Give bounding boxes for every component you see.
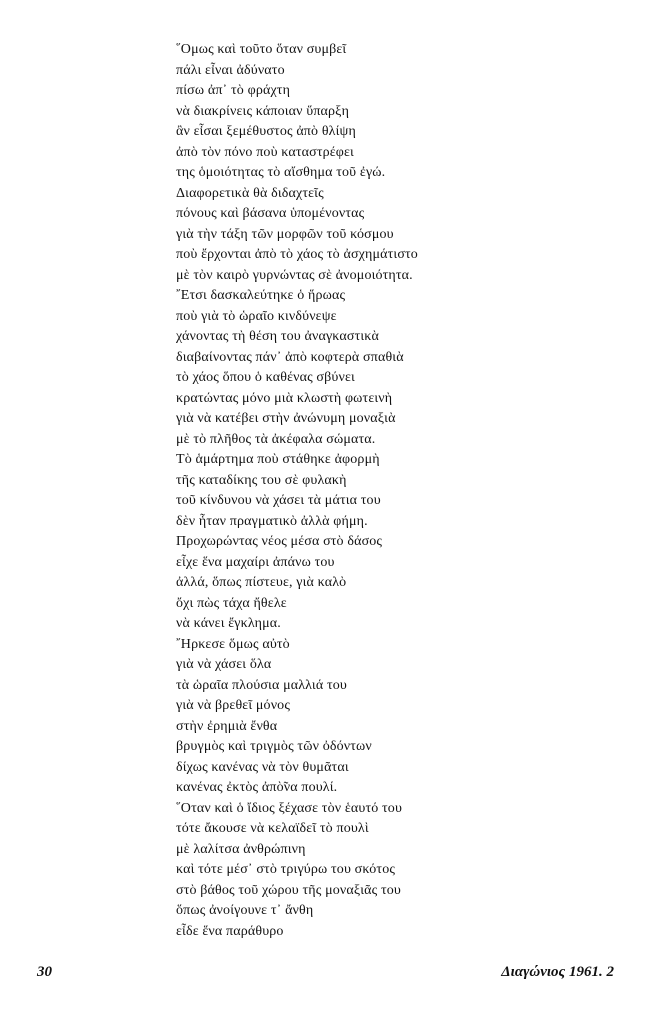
poem-line: στὸ βάθος τοῦ χώρου τῆς μοναξιᾶς του bbox=[176, 882, 401, 898]
poem-line: γιὰ νὰ βρεθεῖ μόνος bbox=[176, 698, 291, 713]
poem-line: Προχωρώντας νέος μέσα στὸ δάσος bbox=[176, 534, 383, 549]
poem-line: εἶχε ἕνα μαχαίρι ἀπάνω του bbox=[176, 554, 335, 570]
poem-line: ῞Οταν καὶ ὁ ἴδιος ξέχασε τὸν ἑαυτό του bbox=[176, 800, 403, 816]
poem-line: χάνοντας τὴ θέση του ἀναγκαστικὰ bbox=[176, 329, 379, 344]
poem-line: τότε ἄκουσε νὰ κελαϊδεῖ τὸ πουλὶ bbox=[176, 821, 369, 836]
poem-line: κανένας ἐκτὸς ἀπὸ̃να πουλί. bbox=[176, 780, 338, 795]
poem-line: γιὰ νὰ κατέβει στὴν ἀνώνυμη μοναξιὰ bbox=[176, 411, 396, 426]
poem-line: καὶ τότε μέσ᾿ στὸ τριγύρω του σκότος bbox=[176, 862, 396, 877]
poem-line: ἀπὸ τὸν πόνο ποὺ καταστρέφει bbox=[176, 144, 354, 160]
poem-line: νὰ κάνει ἔγκλημα. bbox=[176, 616, 281, 631]
poem-line: πίσω ἀπ᾿ τὸ φράχτη bbox=[176, 83, 291, 98]
poem-line: ὅπως ἀνοίγουνε τ᾿ ἄνθη bbox=[176, 903, 314, 918]
poem-line: πάλι εἶναι ἀδύνατο bbox=[176, 62, 285, 78]
poem-line: μὲ τὸν καιρὸ γυρνώντας σὲ ἀνομοιότητα. bbox=[176, 267, 413, 283]
poem-line: ποὺ ἔρχονται ἀπὸ τὸ χάος τὸ ἀσχημάτιστο bbox=[176, 247, 418, 262]
page-number: 30 bbox=[37, 964, 52, 980]
poem-line: ἂν εἶσαι ξεμέθυστος ἀπὸ θλίψη bbox=[176, 124, 356, 139]
poem-line: μὲ λαλίτσα ἀνθρώπινη bbox=[176, 841, 306, 857]
poem-line: νὰ διακρίνεις κάποιαν ὕπαρξη bbox=[176, 103, 350, 119]
poem-text-block bbox=[176, 40, 506, 940]
page-footer bbox=[0, 960, 652, 986]
poem-line: τὰ ὡραῖα πλούσια μαλλιά του bbox=[176, 677, 347, 693]
poem-line: γιὰ νὰ χάσει ὅλα bbox=[176, 657, 272, 672]
poem-line: μὲ τὸ πλῆθος τὰ ἀκέφαλα σώματα. bbox=[176, 431, 376, 447]
poem-line: της ὁμοιότητας τὸ αἴσθημα τοῦ ἐγώ. bbox=[176, 165, 386, 180]
poem-line: πόνους καὶ βάσανα ὑπομένοντας bbox=[176, 206, 365, 221]
poem-line: Διαφορετικὰ θὰ διδαχτεῖς bbox=[176, 185, 324, 201]
poem-line: δὲν ἦταν πραγματικὸ ἀλλὰ φήμη. bbox=[176, 513, 368, 529]
poem-line: κρατώντας μόνο μιὰ κλωστὴ φωτεινὴ bbox=[176, 390, 393, 406]
poem-line: τοῦ κίνδυνου νὰ χάσει τὰ μάτια του bbox=[176, 493, 381, 508]
poem-line: γιὰ τὴν τάξη τῶν μορφῶν τοῦ κόσμου bbox=[176, 226, 394, 242]
poem-line: βρυγμὸς καὶ τριγμὸς τῶν ὀδόντων bbox=[176, 739, 372, 754]
poem-line: ὄχι πὼς τάχα ἤθελε bbox=[176, 595, 287, 611]
poem-line: στὴν ἐρημιὰ ἔνθα bbox=[176, 718, 278, 734]
poem-line: εἶδε ἕνα παράθυρο bbox=[176, 923, 284, 939]
poem-line: ποὺ γιὰ τὸ ὡραῖο κινδύνεψε bbox=[176, 308, 337, 324]
poem-line: διαβαίνοντας πάν᾿ ἀπὸ κοφτερὰ σπαθιὰ bbox=[176, 349, 404, 365]
poem-line: Τὸ ἁμάρτημα ποὺ στάθηκε ἀφορμὴ bbox=[176, 452, 380, 467]
poem-line: ῞Ομως καὶ τοῦτο ὅταν συμβεῖ bbox=[176, 42, 347, 57]
journal-issue-label: Διαγώνιος 1961. 2 bbox=[501, 964, 614, 980]
poem-line: δίχως κανένας νὰ τὸν θυμᾶται bbox=[176, 759, 349, 775]
poem-line: ῎Ηρκεσε ὅμως αὐτὸ bbox=[176, 636, 290, 652]
poem-line: τὸ χάος ὅπου ὁ καθένας σβύνει bbox=[176, 370, 355, 385]
poem-line: ῎Ετσι δασκαλεύτηκε ὁ ἥρωας bbox=[176, 288, 346, 303]
poem-line: τῆς καταδίκης του σὲ φυλακὴ bbox=[176, 472, 347, 488]
poem-line: ἀλλά, ὅπως πίστευε, γιὰ καλὸ bbox=[176, 575, 347, 590]
